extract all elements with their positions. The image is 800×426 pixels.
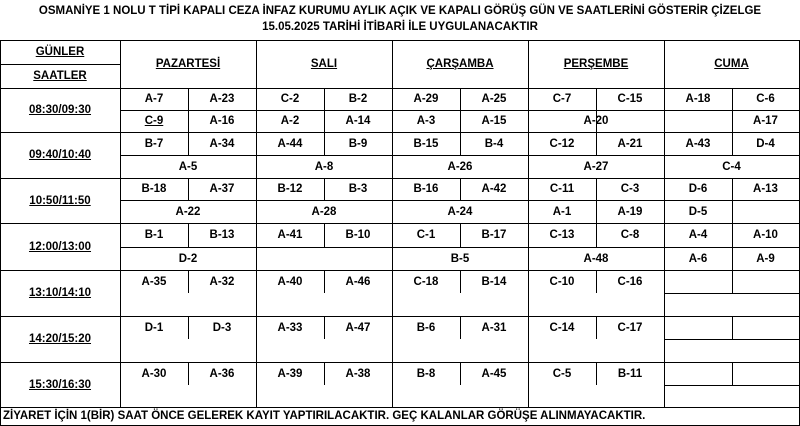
visit-code-row2-0-5: A-15 (481, 115, 507, 127)
visit-code-row2-3-0: D-2 (178, 252, 198, 265)
day-header-3: PERŞEMBE (563, 58, 629, 70)
visit-code-4-7: C-16 (617, 275, 643, 288)
visit-code-4-5: B-14 (481, 275, 507, 288)
visit-code-row2-1-4: C-4 (722, 160, 741, 173)
visit-code-0-5: A-25 (481, 93, 507, 105)
visit-code-0-4: A-29 (413, 93, 439, 105)
visit-code-3-6: C-13 (549, 229, 575, 241)
visit-code-5-2: A-33 (277, 321, 303, 334)
visit-code-2-9: A-13 (753, 183, 778, 195)
visit-code-1-2: A-44 (277, 137, 303, 150)
visit-code-row2-0-2: A-2 (280, 115, 300, 127)
visit-code-4-1: A-32 (209, 275, 235, 288)
visit-code-0-6: C-7 (552, 93, 572, 105)
visit-code-row2-3-3: A-48 (583, 252, 609, 265)
days-header-label: GÜNLER (35, 46, 85, 58)
visit-code-row2-3-2: B-5 (450, 252, 470, 265)
visit-code-1-1: A-34 (209, 137, 235, 150)
visit-code-1-9: D-4 (756, 137, 775, 150)
visit-code-3-9: A-10 (753, 229, 778, 241)
visit-code-5-0: D-1 (144, 321, 164, 334)
visit-code-5-1: D-3 (212, 321, 232, 334)
visit-code-5-4: B-6 (416, 321, 436, 334)
visit-code-4-9 (732, 270, 799, 293)
time-label-6: 15:30/16:30 (28, 378, 92, 391)
visit-code-1-6: C-12 (549, 137, 575, 150)
schedule-subtitle: 15.05.2025 TARİHİ İTİBARİ İLE UYGULANACAKTIR (262, 21, 538, 33)
visit-code-4-8 (664, 270, 732, 293)
visit-code-5-3: A-47 (345, 321, 371, 334)
visit-code-2-7: C-3 (620, 183, 640, 195)
visit-code-3-3: B-10 (345, 229, 371, 241)
visit-code-1-0: B-7 (144, 137, 164, 150)
visit-code-0-0: A-7 (144, 93, 164, 105)
day-header-4: CUMA (714, 58, 749, 70)
visit-code-row2-3-5: A-9 (756, 252, 775, 265)
visit-code-0-3: B-2 (348, 93, 368, 105)
visit-code-2-8: D-6 (688, 183, 708, 195)
visit-code-row2-2-6 (732, 200, 799, 223)
visit-code-row2-2-1: A-28 (311, 205, 337, 218)
visit-code-6-6: C-5 (552, 367, 572, 380)
day-header-2: ÇARŞAMBA (426, 58, 494, 70)
visit-code-6-5: A-45 (481, 367, 507, 380)
visit-code-4-2: A-40 (277, 275, 303, 288)
visit-code-row2-0-8: A-17 (753, 115, 778, 127)
visit-code-1-7: A-21 (617, 137, 643, 150)
visit-code-3-0: B-1 (144, 229, 164, 241)
footer-note: ZİYARET İÇİN 1(BİR) SAAT ÖNCE GELEREK KAYIT YAPTIRILACAKTIR. GEÇ KALANLAR GÖRÜŞE ALINMAYACAKTIR. (3, 410, 646, 422)
visit-code-row2-2-4: A-19 (617, 205, 643, 218)
visit-code-row2-2-2: A-24 (447, 205, 473, 218)
visit-code-6-4: B-8 (416, 367, 436, 380)
visit-code-row2-3-4: A-6 (688, 252, 708, 265)
visit-code-5-8 (664, 316, 732, 339)
visit-code-6-7: B-11 (617, 367, 643, 380)
visit-code-2-4: B-16 (413, 183, 439, 195)
cuma-empty-rule-5 (664, 339, 799, 340)
time-label-2: 10:50/11:50 (29, 194, 91, 207)
visit-code-row2-1-3: A-27 (583, 160, 609, 173)
visit-code-row2-0-3: A-14 (345, 115, 371, 127)
visit-code-2-1: A-37 (209, 183, 235, 195)
visit-code-row2-0-7 (664, 110, 732, 132)
visit-code-2-2: B-12 (277, 183, 303, 195)
visit-code-0-7: C-15 (617, 93, 643, 105)
visit-code-4-3: A-46 (345, 275, 371, 288)
visit-code-1-3: B-9 (348, 137, 368, 150)
visit-code-0-9: C-6 (756, 93, 775, 105)
times-header-label: SAATLER (33, 70, 87, 82)
visit-code-6-1: A-36 (209, 367, 235, 380)
time-label-5: 14:20/15:20 (28, 333, 92, 345)
schedule-title: OSMANİYE 1 NOLU T TİPİ KAPALI CEZA İNFAZ KURUMU AYLIK AÇIK VE KAPALI GÖRÜŞ GÜN VE SAATLERİNİ GÖSTERİR ÇİZELGE (38, 5, 762, 17)
visit-code-5-7: C-17 (617, 321, 643, 334)
visit-code-1-8: A-43 (685, 137, 711, 150)
visit-code-3-7: C-8 (620, 229, 640, 241)
visit-code-row2-1-0: A-5 (178, 160, 198, 173)
visit-code-row2-2-5: D-5 (688, 205, 708, 218)
day-header-1: SALI (310, 58, 338, 70)
visit-code-row2-2-0: A-22 (175, 205, 201, 218)
visit-code-row2-0-4: A-3 (416, 115, 436, 127)
visit-code-4-6: C-10 (549, 275, 575, 288)
visit-code-3-2: A-41 (277, 229, 303, 241)
day-header-0: PAZARTESİ (155, 58, 221, 70)
visit-code-row2-3-1 (256, 247, 392, 270)
visit-code-6-0: A-30 (141, 367, 167, 380)
time-label-1: 09:40/10:40 (28, 149, 92, 161)
visit-code-row2-0-0: C-9 (144, 115, 164, 127)
visit-code-1-5: B-4 (484, 137, 504, 150)
visit-code-2-6: C-11 (549, 183, 575, 195)
visit-code-4-0: A-35 (141, 275, 167, 288)
visit-code-5-9 (732, 316, 799, 339)
visit-code-2-5: A-42 (481, 183, 507, 195)
visit-code-0-1: A-23 (209, 93, 235, 105)
visit-code-1-4: B-15 (413, 137, 439, 150)
time-label-0: 08:30/09:30 (28, 104, 92, 116)
time-label-3: 12:00/13:00 (28, 240, 92, 253)
visit-code-5-5: A-31 (481, 321, 507, 334)
cuma-empty-rule-6 (664, 385, 799, 386)
visit-code-4-4: C-18 (413, 275, 439, 288)
visit-code-3-8: A-4 (688, 229, 708, 241)
visit-code-row2-0-1: A-16 (209, 115, 235, 127)
visit-code-row2-1-1: A-8 (314, 160, 334, 173)
visit-code-6-9 (732, 362, 799, 385)
visit-code-3-4: C-1 (416, 229, 436, 241)
visit-code-row2-2-3: A-1 (552, 205, 572, 218)
visit-code-3-1: B-13 (209, 229, 235, 241)
visit-code-3-5: B-17 (481, 229, 507, 241)
visit-code-0-2: C-2 (280, 93, 300, 105)
visit-code-2-0: B-18 (141, 183, 167, 195)
cuma-empty-rule-4 (664, 293, 799, 294)
visit-code-6-8 (664, 362, 732, 385)
visit-code-6-2: A-39 (277, 367, 303, 380)
visit-code-row2-0-6: A-20 (583, 115, 609, 127)
visit-code-5-6: C-14 (549, 321, 575, 334)
visit-code-6-3: A-38 (345, 367, 371, 380)
time-label-4: 13:10/14:10 (28, 287, 92, 299)
visit-code-2-3: B-3 (348, 183, 368, 195)
visit-code-row2-1-2: A-26 (447, 160, 473, 173)
visit-code-0-8: A-18 (685, 93, 711, 105)
